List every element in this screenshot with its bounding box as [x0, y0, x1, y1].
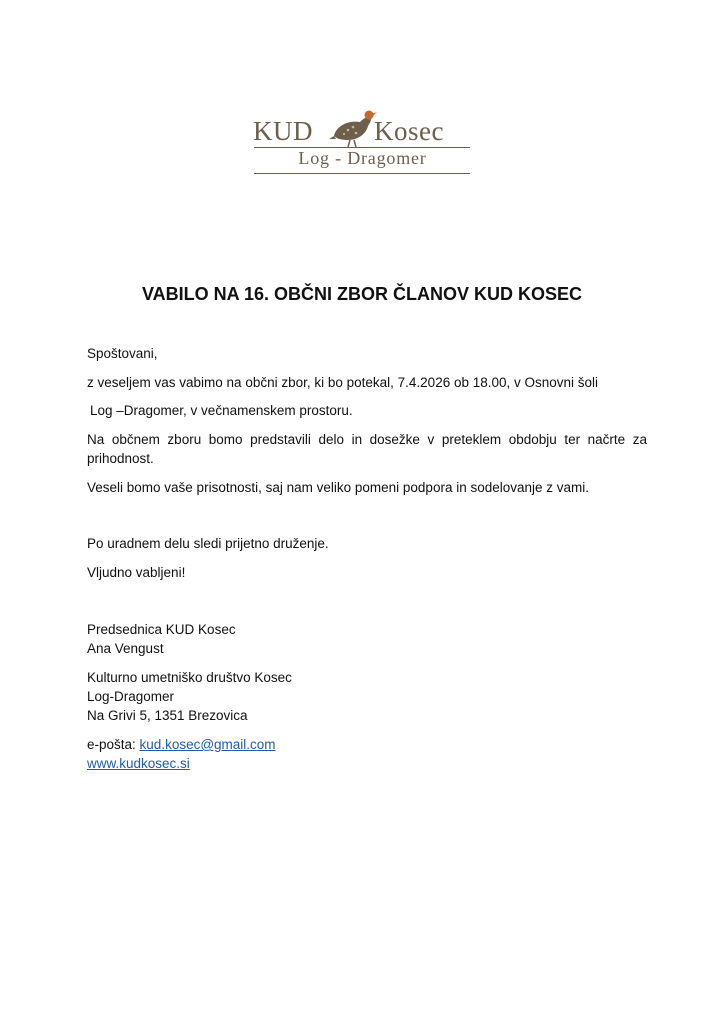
signature-role: Predsednica KUD Kosec [87, 622, 236, 637]
email-link[interactable]: kud.kosec@gmail.com [139, 737, 276, 752]
greeting: Spoštovani, [87, 346, 158, 361]
logo-subtitle: Log - Dragomer [298, 148, 427, 168]
website-line [87, 754, 647, 773]
email-line [87, 735, 647, 754]
organization-place: Log-Dragomer [87, 689, 175, 704]
invite-line-1: z veseljem vas vabimo na občni zbor, ki bo potekal, 7.4.2026 ob 18.00, v Osnovni šoli [87, 375, 599, 390]
logo-word-kosec: Kosec [374, 116, 444, 146]
email-label: e-pošta: [87, 737, 136, 752]
invite-line-2: Log –Dragomer, v večnamenskem prostoru. [90, 403, 353, 418]
organization-name: Kulturno umetniško društvo Kosec [87, 670, 292, 685]
bird-icon [328, 106, 378, 150]
website-link[interactable]: www.kudkosec.si [87, 756, 190, 771]
social-note: Po uradnem delu sledi prijetno druženje. [87, 536, 329, 551]
agenda-paragraph: Na občnem zboru bomo predstavili delo in dosežke v preteklem obdobju ter načrte za prihodnost. [87, 432, 647, 466]
logo-word-kud: KUD [253, 116, 313, 146]
organization-address: Na Grivi 5, 1351 Brezovica [87, 708, 248, 723]
closing-wish: Veseli bomo vaše prisotnosti, saj nam veliko pomeni podpora in sodelovanje z vami. [87, 480, 590, 495]
kud-kosec-logo [250, 104, 475, 174]
signature-name: Ana Vengust [87, 641, 164, 656]
logo-divider [254, 173, 470, 174]
regards: Vljudno vabljeni! [87, 565, 186, 580]
document-title: VABILO NA 16. OBČNI ZBOR ČLANOV KUD KOSEC [141, 284, 583, 304]
